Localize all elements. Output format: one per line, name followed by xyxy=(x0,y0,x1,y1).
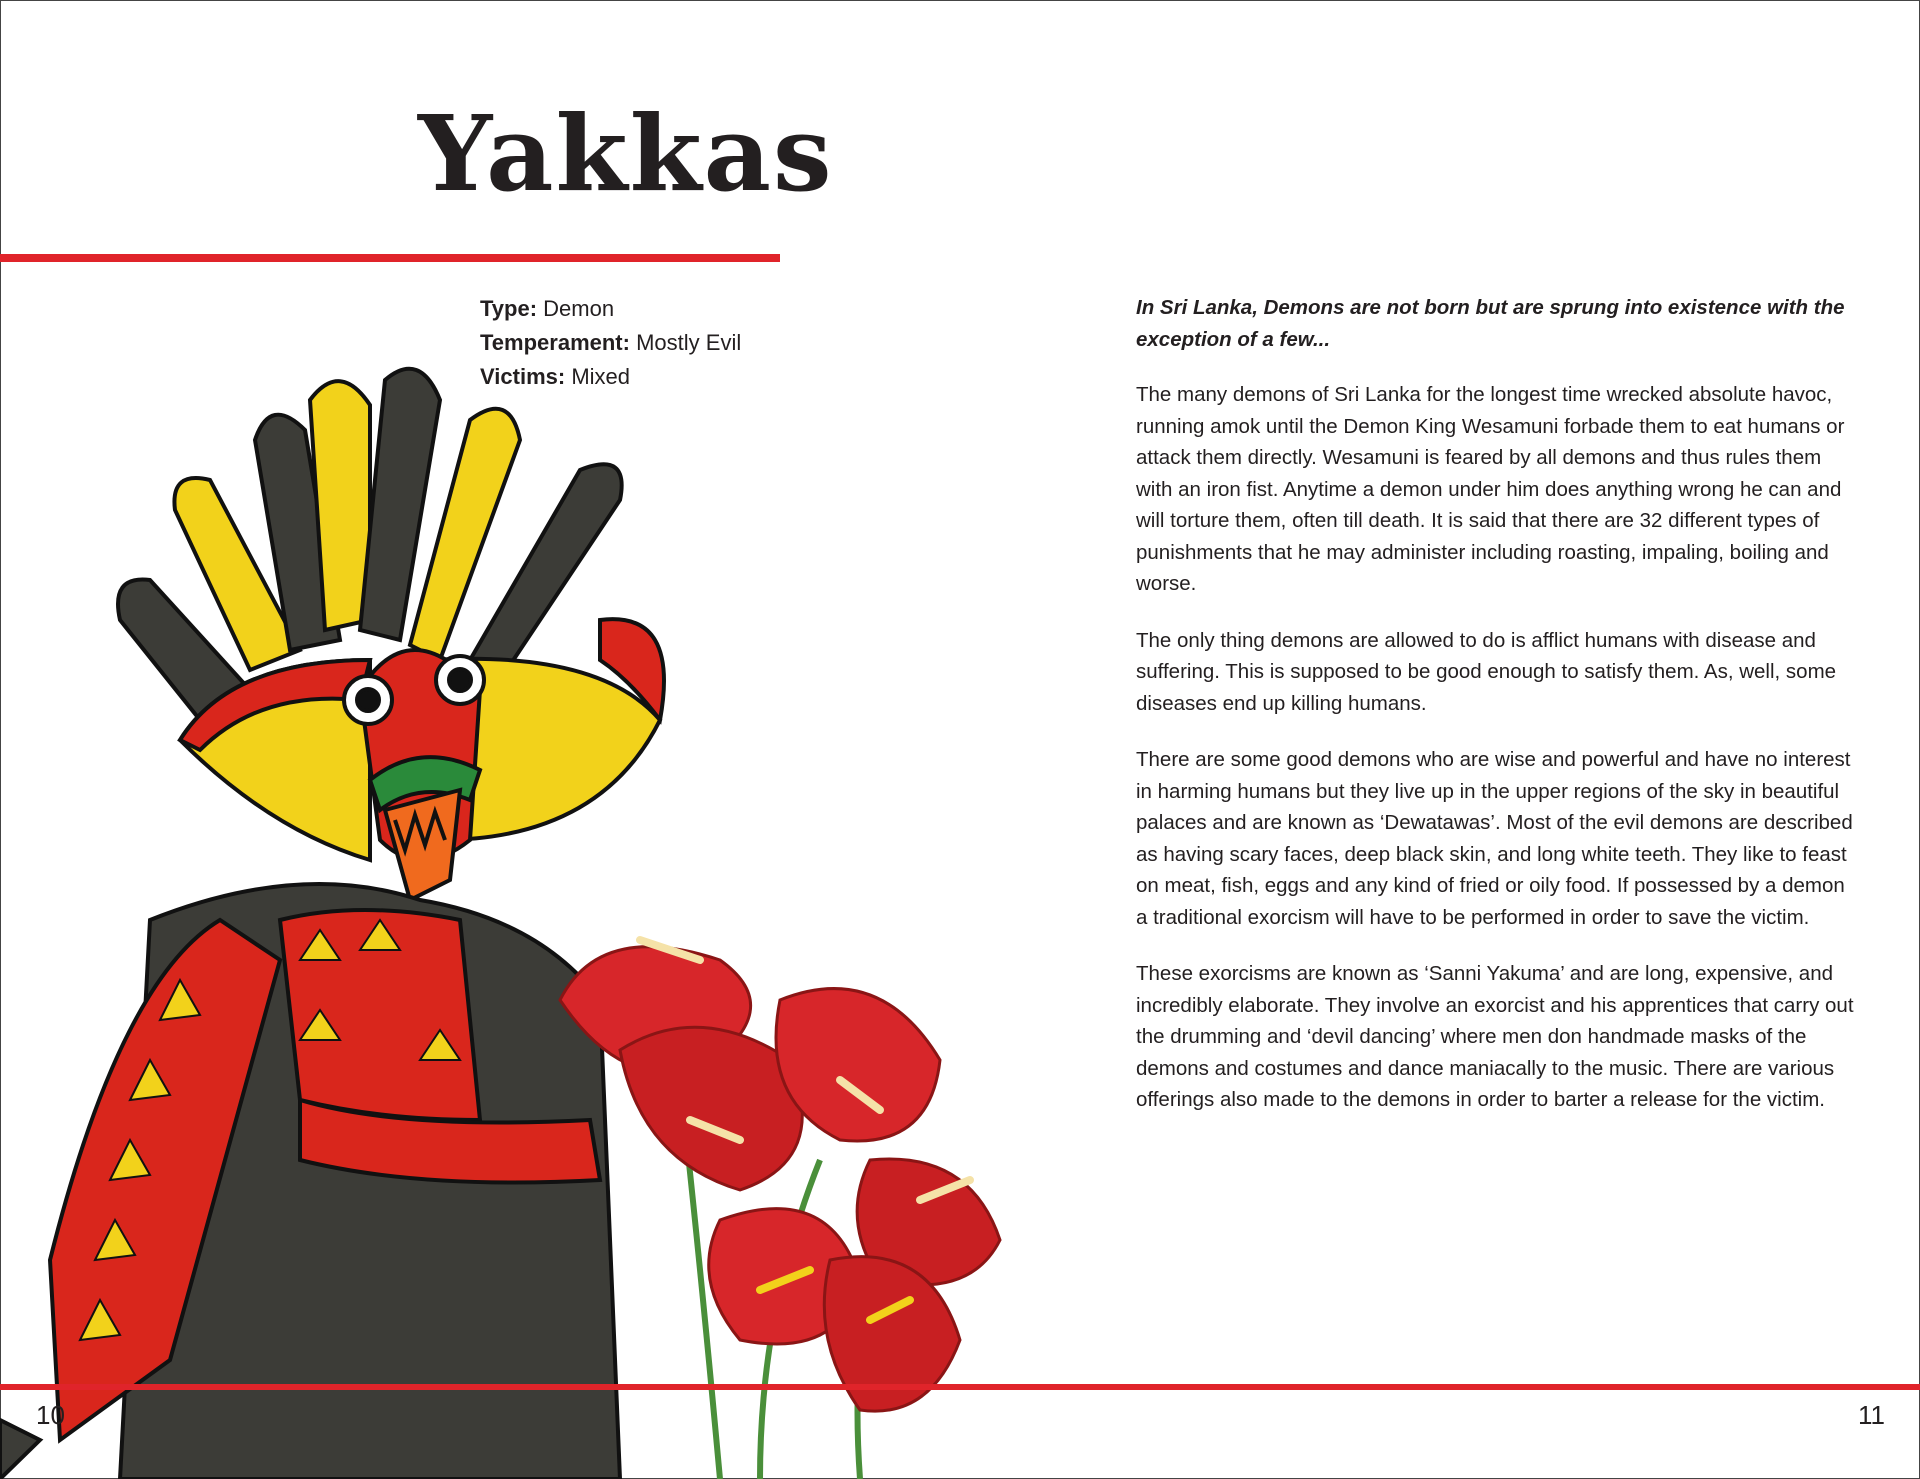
meta-temperament-value: Mostly Evil xyxy=(636,330,742,355)
body-paragraph: There are some good demons who are wise and powerful and have no interest in harming humans but they live up in the upper regions of the sky in beautiful palaces and are known as ‘Dewatawas’. Most of the evil demons are described as having scary faces, deep black skin, and long white teeth. They like to feast on meat, fish, eggs and any kind of fried or oily food. If possessed by a demon a traditional exorcism will have to be performed in order to save the victim. xyxy=(1136,748,1853,929)
page-number-left: 10 xyxy=(36,1400,65,1430)
meta-victims-label: Victims: xyxy=(480,364,566,389)
meta-temperament xyxy=(480,326,741,360)
yakka-illustration xyxy=(0,360,1050,1479)
anthurium-flowers xyxy=(560,940,1000,1479)
meta-type-value: Demon xyxy=(543,296,615,321)
body-paragraph: These exorcisms are known as ‘Sanni Yakuma’ and are long, expensive, and incredibly elaborate. They involve an exorcist and his apprentices that carry out the drumming and ‘devil dancing’ where men don handmade masks of the demons and costumes and dance maniacally to the music. There are various offerings also made to the demons in order to barter a release for the victim. xyxy=(1136,962,1854,1111)
body-paragraph: The many demons of Sri Lanka for the longest time wrecked absolute havoc, running amok until the Demon King Wesamuni forbade them to eat humans or attack them directly. Wesamuni is feared by all demons and thus rules them with an iron fist. Anytime a demon under him does anything wrong he can and will torture them, often till death. It is said that there are 32 different types of punishments that he may administer including roasting, impaling, boiling and worse. xyxy=(1136,383,1845,595)
meta-type-label: Type: xyxy=(480,296,538,321)
footer-divider xyxy=(0,1384,1920,1390)
page-title: Yakkas xyxy=(418,92,834,215)
meta-temperament-label: Temperament: xyxy=(480,330,630,355)
body-paragraph: The only thing demons are allowed to do is afflict humans with disease and suffering. This is supposed to be good enough to satisfy them. As, well, some diseases end up killing humans. xyxy=(1136,628,1837,715)
title-divider xyxy=(0,254,780,262)
meta-victims-value: Mixed xyxy=(571,364,630,389)
article-body xyxy=(1136,292,1856,1141)
page-number-right: 11 xyxy=(1858,1400,1885,1430)
intro-paragraph: In Sri Lanka, Demons are not born but are sprung into existence with the exception of a few... xyxy=(1136,296,1845,351)
meta-type xyxy=(480,292,741,326)
